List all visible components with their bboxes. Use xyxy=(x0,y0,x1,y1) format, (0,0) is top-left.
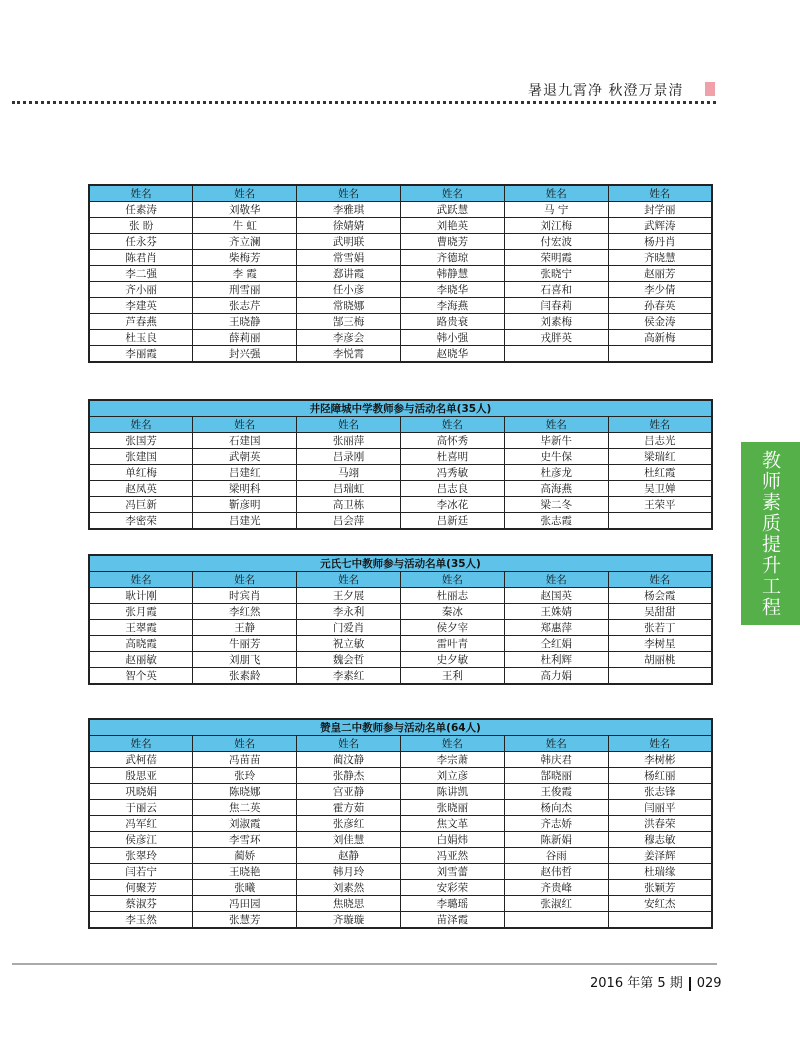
table-cell: 张曦 xyxy=(193,880,297,896)
table-cell: 郜三梅 xyxy=(297,314,401,330)
table-cell: 安红杰 xyxy=(608,896,712,912)
column-header: 姓名 xyxy=(193,572,297,588)
table-row xyxy=(89,298,712,314)
table-row xyxy=(89,880,712,896)
table-cell: 李素红 xyxy=(297,668,401,685)
table-cell: 侯夕宰 xyxy=(400,620,504,636)
table-cell: 张晓丽 xyxy=(400,800,504,816)
table-cell: 陈君肖 xyxy=(89,250,193,266)
table-cell: 宫亚静 xyxy=(297,784,401,800)
table-cell: 李雅琪 xyxy=(297,202,401,218)
table-cell xyxy=(608,668,712,685)
table-cell: 巩晓娟 xyxy=(89,784,193,800)
table-cell: 赵晓华 xyxy=(400,346,504,363)
table-row xyxy=(89,636,712,652)
column-header: 姓名 xyxy=(297,417,401,433)
column-header: 姓名 xyxy=(608,185,712,202)
page-number: 029 xyxy=(696,976,722,991)
table-cell: 任小彦 xyxy=(297,282,401,298)
table-cell: 刑雪丽 xyxy=(193,282,297,298)
footer-rule xyxy=(12,963,717,965)
table-cell: 郜晓丽 xyxy=(504,768,608,784)
table-cell: 李冰花 xyxy=(400,497,504,513)
table-cell: 张志芹 xyxy=(193,298,297,314)
table-cell: 靳彦明 xyxy=(193,497,297,513)
table-cell: 武明联 xyxy=(297,234,401,250)
table-cell: 高新梅 xyxy=(608,330,712,346)
table-row xyxy=(89,620,712,636)
table-cell: 闫若宁 xyxy=(89,864,193,880)
table-row xyxy=(89,330,712,346)
table-cell xyxy=(504,912,608,929)
table-cell: 高怀秀 xyxy=(400,433,504,449)
column-header: 姓名 xyxy=(400,185,504,202)
table-cell: 吕新廷 xyxy=(400,513,504,530)
table-cell: 武跃慧 xyxy=(400,202,504,218)
column-header: 姓名 xyxy=(400,572,504,588)
table-cell: 李玉然 xyxy=(89,912,193,929)
table-cell: 徐婧婧 xyxy=(297,218,401,234)
column-header: 姓名 xyxy=(400,736,504,752)
table-title: 赞皇二中教师参与活动名单(64人) xyxy=(89,719,712,736)
table-cell: 韩月玲 xyxy=(297,864,401,880)
table-cell: 王翠霞 xyxy=(89,620,193,636)
table-cell: 李海燕 xyxy=(400,298,504,314)
table-cell: 齐小丽 xyxy=(89,282,193,298)
column-header: 姓名 xyxy=(193,185,297,202)
footer-separator xyxy=(689,977,691,991)
table-cell: 杜利辉 xyxy=(504,652,608,668)
table-cell: 闫春莉 xyxy=(504,298,608,314)
table-cell: 单红梅 xyxy=(89,465,193,481)
table-cell: 秦冰 xyxy=(400,604,504,620)
table-cell: 李宗萧 xyxy=(400,752,504,768)
table-cell: 李密荣 xyxy=(89,513,193,530)
header-color-mark xyxy=(705,82,715,96)
table-cell: 付宏波 xyxy=(504,234,608,250)
table-cell: 胡丽桃 xyxy=(608,652,712,668)
table-cell: 张 盼 xyxy=(89,218,193,234)
table-cell: 刘立彦 xyxy=(400,768,504,784)
table-cell: 张玲 xyxy=(193,768,297,784)
table-cell: 于丽云 xyxy=(89,800,193,816)
table-title: 井陉障城中学教师参与活动名单(35人) xyxy=(89,400,712,417)
table-cell: 张淑红 xyxy=(504,896,608,912)
table-cell: 刘佳慧 xyxy=(297,832,401,848)
table-cell: 王晓静 xyxy=(193,314,297,330)
table-cell: 张晓宁 xyxy=(504,266,608,282)
table-cell: 王静 xyxy=(193,620,297,636)
table-row xyxy=(89,912,712,929)
table-cell: 冯苗苗 xyxy=(193,752,297,768)
column-header: 姓名 xyxy=(89,185,193,202)
column-header: 姓名 xyxy=(504,417,608,433)
table-cell: 姜泽辉 xyxy=(608,848,712,864)
column-header: 姓名 xyxy=(504,572,608,588)
table-cell: 戎胖英 xyxy=(504,330,608,346)
table-cell: 赵丽芳 xyxy=(608,266,712,282)
table-cell: 赵国英 xyxy=(504,588,608,604)
table-cell: 武朝英 xyxy=(193,449,297,465)
table-cell: 杜玉良 xyxy=(89,330,193,346)
column-header: 姓名 xyxy=(608,417,712,433)
table-cell: 武辉涛 xyxy=(608,218,712,234)
table-cell: 吕瑞虹 xyxy=(297,481,401,497)
table-cell: 毕新牛 xyxy=(504,433,608,449)
table-cell: 赵丽敏 xyxy=(89,652,193,668)
table-cell: 柴梅芳 xyxy=(193,250,297,266)
table-cell: 高海燕 xyxy=(504,481,608,497)
table-cell: 张丽萍 xyxy=(297,433,401,449)
table-cell: 李丽霞 xyxy=(89,346,193,363)
table-cell: 薛莉丽 xyxy=(193,330,297,346)
table-cell: 耿计刚 xyxy=(89,588,193,604)
issue-label: 2016 年第 5 期 xyxy=(590,976,683,991)
column-header: 姓名 xyxy=(297,185,401,202)
table-cell: 杨会霞 xyxy=(608,588,712,604)
column-header: 姓名 xyxy=(608,736,712,752)
table-cell: 赵伟哲 xyxy=(504,864,608,880)
table-cell: 魏会哲 xyxy=(297,652,401,668)
table-cell: 张静杰 xyxy=(297,768,401,784)
table-cell: 吕录刚 xyxy=(297,449,401,465)
table-cell: 杜红霞 xyxy=(608,465,712,481)
table-cell: 郄讲霞 xyxy=(297,266,401,282)
table-cell: 王夕展 xyxy=(297,588,401,604)
table-cell: 蔺汶静 xyxy=(297,752,401,768)
table-header-row xyxy=(89,736,712,752)
table-row xyxy=(89,668,712,685)
table-cell: 张翠玲 xyxy=(89,848,193,864)
table-cell: 李 霞 xyxy=(193,266,297,282)
table-cell: 刘素然 xyxy=(297,880,401,896)
table-cell: 马翊 xyxy=(297,465,401,481)
table-cell: 穆志敏 xyxy=(608,832,712,848)
table-cell: 李彦会 xyxy=(297,330,401,346)
table-row xyxy=(89,266,712,282)
table-cell: 张志霞 xyxy=(504,513,608,530)
table-cell: 马 宁 xyxy=(504,202,608,218)
header-dotted-rule xyxy=(12,101,716,104)
table-cell: 吕会萍 xyxy=(297,513,401,530)
table-row xyxy=(89,588,712,604)
section-side-tab-label: 教师素质提升工程 xyxy=(759,449,781,618)
table-cell: 高力娟 xyxy=(504,668,608,685)
table-cell: 李永利 xyxy=(297,604,401,620)
table-cell: 曹晓芳 xyxy=(400,234,504,250)
table-cell: 武柯蓓 xyxy=(89,752,193,768)
table-row xyxy=(89,896,712,912)
table-cell: 常雪娟 xyxy=(297,250,401,266)
table-cell: 谷雨 xyxy=(504,848,608,864)
table-cell: 闫丽平 xyxy=(608,800,712,816)
table-cell: 雷叶青 xyxy=(400,636,504,652)
table-cell: 冯巨新 xyxy=(89,497,193,513)
column-header: 姓名 xyxy=(297,572,401,588)
table-cell: 史夕敏 xyxy=(400,652,504,668)
column-header: 姓名 xyxy=(193,736,297,752)
table-row xyxy=(89,234,712,250)
table-cell: 王利 xyxy=(400,668,504,685)
table-cell: 吴甜甜 xyxy=(608,604,712,620)
table-cell: 李雪环 xyxy=(193,832,297,848)
table-cell: 梁二冬 xyxy=(504,497,608,513)
table-row xyxy=(89,832,712,848)
table-cell: 冯军红 xyxy=(89,816,193,832)
table-cell: 孙春英 xyxy=(608,298,712,314)
table-cell: 陈讲凯 xyxy=(400,784,504,800)
table-cell xyxy=(608,346,712,363)
table-cell: 刘敬华 xyxy=(193,202,297,218)
table-title-row xyxy=(89,555,712,572)
table-cell: 任素涛 xyxy=(89,202,193,218)
table-cell: 杜彦龙 xyxy=(504,465,608,481)
table-cell: 史牛保 xyxy=(504,449,608,465)
table-cell: 王荣平 xyxy=(608,497,712,513)
table-row xyxy=(89,816,712,832)
column-header: 姓名 xyxy=(89,572,193,588)
table-cell xyxy=(608,912,712,929)
table-row xyxy=(89,481,712,497)
table-cell: 张月霞 xyxy=(89,604,193,620)
table-row xyxy=(89,449,712,465)
table-row xyxy=(89,784,712,800)
column-header: 姓名 xyxy=(504,185,608,202)
table-cell: 齐璇璇 xyxy=(297,912,401,929)
table-row xyxy=(89,848,712,864)
table-cell: 何聚芳 xyxy=(89,880,193,896)
table-cell: 冯田园 xyxy=(193,896,297,912)
table-cell: 张慧芳 xyxy=(193,912,297,929)
table-cell: 刘艳英 xyxy=(400,218,504,234)
table-cell: 霍方茹 xyxy=(297,800,401,816)
table-cell: 刘素梅 xyxy=(504,314,608,330)
table-row xyxy=(89,604,712,620)
table-cell: 刘淑霞 xyxy=(193,816,297,832)
table-cell: 常晓娜 xyxy=(297,298,401,314)
table-cell: 李晓华 xyxy=(400,282,504,298)
table-cell: 张建国 xyxy=(89,449,193,465)
table-cell: 路贵衰 xyxy=(400,314,504,330)
table-cell: 梁瑞红 xyxy=(608,449,712,465)
table-cell: 冯亚然 xyxy=(400,848,504,864)
table-cell: 洪春荣 xyxy=(608,816,712,832)
table-cell: 陈晓娜 xyxy=(193,784,297,800)
table-cell: 封兴强 xyxy=(193,346,297,363)
table-row xyxy=(89,768,712,784)
table-row xyxy=(89,513,712,530)
table-cell: 李少倩 xyxy=(608,282,712,298)
table-cell: 韩小强 xyxy=(400,330,504,346)
roster-table-4 xyxy=(88,718,713,929)
table-cell: 齐晓慧 xyxy=(608,250,712,266)
table-row xyxy=(89,346,712,363)
table-cell: 智个英 xyxy=(89,668,193,685)
table-cell: 刘雪蕾 xyxy=(400,864,504,880)
table-cell: 吕建光 xyxy=(193,513,297,530)
table-cell: 焦文革 xyxy=(400,816,504,832)
table-row xyxy=(89,497,712,513)
table-cell: 杨丹肖 xyxy=(608,234,712,250)
table-cell: 杜喜明 xyxy=(400,449,504,465)
table-cell: 齐贵峰 xyxy=(504,880,608,896)
column-header: 姓名 xyxy=(400,417,504,433)
table-header-row xyxy=(89,185,712,202)
table-cell: 芦春燕 xyxy=(89,314,193,330)
page-footer xyxy=(590,972,722,991)
table-cell: 齐立澜 xyxy=(193,234,297,250)
table-cell: 李树彬 xyxy=(608,752,712,768)
table-cell: 张志锋 xyxy=(608,784,712,800)
column-header: 姓名 xyxy=(504,736,608,752)
table-cell: 张素龄 xyxy=(193,668,297,685)
column-header: 姓名 xyxy=(89,417,193,433)
table-cell: 石建国 xyxy=(193,433,297,449)
table-cell: 蔺娇 xyxy=(193,848,297,864)
table-cell: 吴卫婵 xyxy=(608,481,712,497)
table-cell: 仝红娟 xyxy=(504,636,608,652)
table-cell: 张国芳 xyxy=(89,433,193,449)
table-cell: 杜瑞缘 xyxy=(608,864,712,880)
roster-table-1 xyxy=(88,184,713,363)
table-row xyxy=(89,433,712,449)
table-cell: 赵凤英 xyxy=(89,481,193,497)
table-cell xyxy=(504,346,608,363)
table-cell: 王俊霞 xyxy=(504,784,608,800)
table-cell: 王晓艳 xyxy=(193,864,297,880)
table-row xyxy=(89,282,712,298)
table-cell: 张若丁 xyxy=(608,620,712,636)
table-cell: 殷思亚 xyxy=(89,768,193,784)
table-cell: 杜丽志 xyxy=(400,588,504,604)
table-header-row xyxy=(89,572,712,588)
table-cell: 张颖芳 xyxy=(608,880,712,896)
table-row xyxy=(89,314,712,330)
table-cell: 吕建红 xyxy=(193,465,297,481)
table-cell: 任永芬 xyxy=(89,234,193,250)
table-cell: 祝立敏 xyxy=(297,636,401,652)
table-cell: 赵静 xyxy=(297,848,401,864)
column-header: 姓名 xyxy=(608,572,712,588)
table-cell: 李建英 xyxy=(89,298,193,314)
column-header: 姓名 xyxy=(297,736,401,752)
table-cell: 安彩荣 xyxy=(400,880,504,896)
table-cell: 李红然 xyxy=(193,604,297,620)
table-row xyxy=(89,864,712,880)
table-cell: 封学丽 xyxy=(608,202,712,218)
table-title-row xyxy=(89,400,712,417)
table-row xyxy=(89,652,712,668)
table-cell: 高晓霞 xyxy=(89,636,193,652)
table-row xyxy=(89,752,712,768)
table-cell: 蔡淑芬 xyxy=(89,896,193,912)
table-cell: 吕志良 xyxy=(400,481,504,497)
table-cell: 张彦红 xyxy=(297,816,401,832)
table-row xyxy=(89,465,712,481)
table-cell: 冯秀敏 xyxy=(400,465,504,481)
table-cell: 李悦霄 xyxy=(297,346,401,363)
table-cell: 梁明科 xyxy=(193,481,297,497)
table-cell: 荣明霞 xyxy=(504,250,608,266)
table-cell: 韩庆君 xyxy=(504,752,608,768)
table-cell: 高卫栋 xyxy=(297,497,401,513)
table-cell: 苗泽霞 xyxy=(400,912,504,929)
table-cell xyxy=(608,513,712,530)
table-row xyxy=(89,250,712,266)
table-cell: 李璐瑶 xyxy=(400,896,504,912)
table-row xyxy=(89,218,712,234)
table-cell: 侯彦江 xyxy=(89,832,193,848)
header-slogan: 暑退九霄净 秋澄万景清 xyxy=(528,83,684,99)
table-cell: 韩静慧 xyxy=(400,266,504,282)
table-row xyxy=(89,800,712,816)
table-cell: 郑惠萍 xyxy=(504,620,608,636)
table-cell: 杨红丽 xyxy=(608,768,712,784)
table-cell: 焦晓思 xyxy=(297,896,401,912)
table-header-row xyxy=(89,417,712,433)
roster-table-3 xyxy=(88,554,713,685)
table-title-row xyxy=(89,719,712,736)
table-cell: 时宾肖 xyxy=(193,588,297,604)
column-header: 姓名 xyxy=(89,736,193,752)
table-cell: 吕志光 xyxy=(608,433,712,449)
table-cell: 齐志娇 xyxy=(504,816,608,832)
table-cell: 刘朋飞 xyxy=(193,652,297,668)
table-cell: 石喜和 xyxy=(504,282,608,298)
table-cell: 侯金涛 xyxy=(608,314,712,330)
column-header: 姓名 xyxy=(193,417,297,433)
table-cell: 王姝婧 xyxy=(504,604,608,620)
table-cell: 李二强 xyxy=(89,266,193,282)
table-cell: 李树星 xyxy=(608,636,712,652)
section-side-tab xyxy=(741,442,800,625)
table-cell: 齐德琼 xyxy=(400,250,504,266)
table-cell: 白娟炜 xyxy=(400,832,504,848)
table-cell: 牛 虹 xyxy=(193,218,297,234)
table-cell: 门爱肖 xyxy=(297,620,401,636)
table-cell: 焦二英 xyxy=(193,800,297,816)
table-cell: 刘江梅 xyxy=(504,218,608,234)
roster-table-2 xyxy=(88,399,713,530)
table-cell: 杨向杰 xyxy=(504,800,608,816)
table-cell: 牛丽芳 xyxy=(193,636,297,652)
table-row xyxy=(89,202,712,218)
table-cell: 陈新娟 xyxy=(504,832,608,848)
table-title: 元氏七中教师参与活动名单(35人) xyxy=(89,555,712,572)
